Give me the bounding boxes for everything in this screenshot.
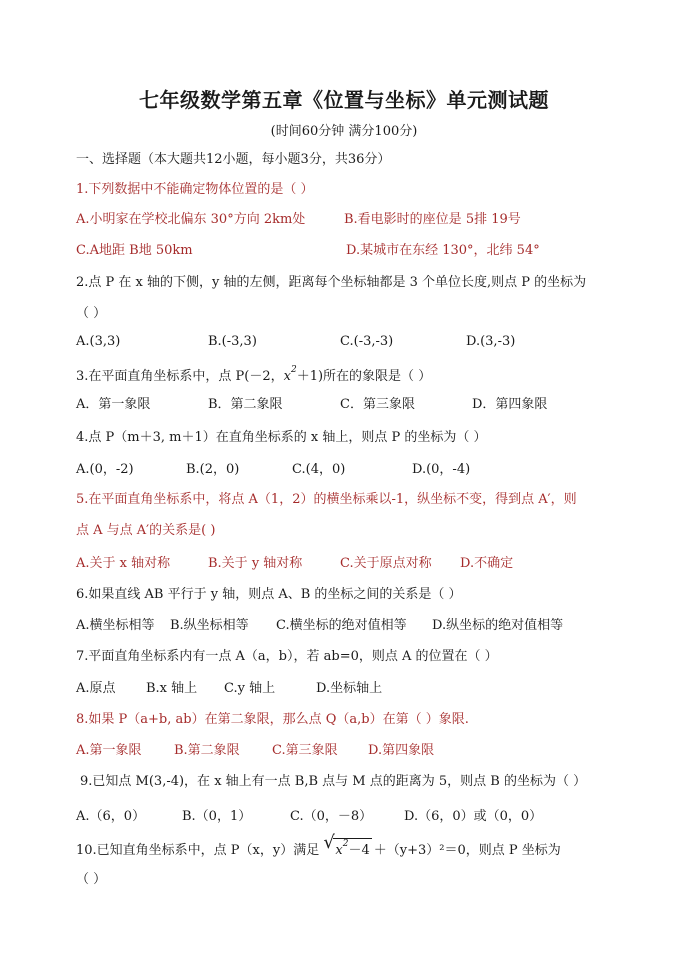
q10-square-root [323,832,371,858]
q6-option-b: B.纵坐标相等 [170,618,249,633]
q1-option-b: B.看电影时的座位是 5排 19号 [344,212,521,227]
question-6-options [76,614,636,632]
q6-option-c: C.横坐标的绝对值相等 [276,618,407,633]
question-8-options [76,739,636,757]
q10-radicand-exp: 2 [342,839,349,849]
q3-variable: x [283,369,291,384]
question-1-options-row1 [76,208,636,226]
question-3-options [76,393,636,411]
question-7-options [76,677,636,695]
q5-option-c: C.关于原点对称 [340,556,432,571]
q5-option-a: A.关于 x 轴对称 [76,556,171,571]
question-3 [76,365,431,384]
q9-option-d: D.（6，0）或（0，0） [404,809,543,824]
q1-option-a: A.小明家在学校北偏东 30°方向 2km处 [76,212,306,227]
q1-option-d: D.某城市在东经 130°，北纬 54° [346,243,540,258]
question-6: 6.如果直线 AB 平行于 y 轴，则点 A、B 的坐标之间的关系是（ ） [76,587,462,602]
page-title: 七年级数学第五章《位置与坐标》单元测试题 [139,88,549,112]
question-1-options-row2 [76,239,636,257]
q8-option-b: B.第二象限 [174,743,240,758]
q7-option-b: B.x 轴上 [146,681,198,696]
question-9: 9.已知点 M(3,-4)，在 x 轴上有一点 B,B 点与 M 点的距离为 5，则点 B 的坐标为（ ） [80,774,587,789]
q5-option-d: D.不确定 [460,556,514,571]
q4-option-a: A.(0，-2) [76,462,134,477]
q9-option-b: B.（0，1） [182,809,252,824]
q10-radicand-rest: －4 [348,843,370,858]
q9-option-c: C.（0，－8） [290,809,373,824]
q2-option-b: B.(-3,3) [208,334,257,349]
question-2-options [76,334,636,352]
q2-option-a: A.(3,3) [76,334,121,349]
q4-option-c: C.(4，0) [292,462,346,477]
q2-option-c: C.(-3,-3) [340,334,394,349]
q9-option-a: A.（6，0） [76,809,146,824]
q3-stem-start: 3.在平面直角坐标系中，点 P(－2， [76,369,284,384]
q5-option-b: B.关于 y 轴对称 [208,556,303,571]
question-2-bracket: （ ） [76,306,107,321]
q1-option-c: C.A地距 B地 50km [76,243,193,258]
question-1: 1.下列数据中不能确定物体位置的是（ ） [76,182,314,197]
q6-option-a: A.横坐标相等 [76,618,155,633]
question-5-options [76,552,636,570]
q10-stem-end: ＋（y+3）²＝0，则点 P 坐标为 [373,843,561,858]
question-10 [76,832,561,858]
question-7: 7.平面直角坐标系内有一点 A（a，b），若 ab=0，则点 A 的位置在（ ） [76,649,498,664]
q3-option-a: A．第一象限 [76,397,151,412]
q2-option-d: D.(3,-3) [466,334,516,349]
q3-option-b: B．第二象限 [208,397,283,412]
question-10-bracket: （ ） [76,872,107,887]
question-2: 2.点 P 在 x 轴的下侧，y 轴的左侧，距离每个坐标轴都是 3 个单位长度,则点 P 的坐标为 [76,275,587,290]
q3-exponent: 2 [290,365,297,375]
q7-option-a: A.原点 [76,681,116,696]
q4-option-b: B.(2，0) [186,462,240,477]
q4-option-d: D.(0，-4) [412,462,471,477]
q10-radicand-var: x [335,843,343,858]
q10-stem-start: 10.已知直角坐标系中，点 P（x，y）满足 [76,843,320,858]
question-4-options [76,458,636,476]
q7-option-c: C.y 轴上 [224,681,276,696]
q3-option-c: C．第三象限 [340,397,415,412]
exam-info: (时间60分钟 满分100分) [270,124,418,139]
q3-stem-end: ＋1)所在的象限是（ ） [296,369,432,384]
q10-radicand [333,838,371,858]
q6-option-d: D.纵坐标的绝对值相等 [432,618,564,633]
q7-option-d: D.坐标轴上 [316,681,383,696]
q3-option-d: D．第四象限 [472,397,548,412]
question-9-options [76,805,636,823]
question-5-line2: 点 A 与点 A′的关系是( ) [76,523,216,538]
section-heading: 一、选择题（本大题共12小题，每小题3分，共36分） [76,152,391,167]
q8-option-a: A.第一象限 [76,743,142,758]
q8-option-d: D.第四象限 [368,743,435,758]
radical-sign-icon: √ [323,832,335,853]
q8-option-c: C.第三象限 [272,743,338,758]
question-5: 5.在平面直角坐标系中，将点 A（1，2）的横坐标乘以-1，纵坐标不变，得到点 A′，则 [76,492,577,507]
question-4: 4.点 P（m＋3, m＋1）在直角坐标系的 x 轴上，则点 P 的坐标为（ ） [76,430,487,445]
question-8: 8.如果 P（a+b, ab）在第二象限，那么点 Q（a,b）在第（ ）象限. [76,712,469,727]
